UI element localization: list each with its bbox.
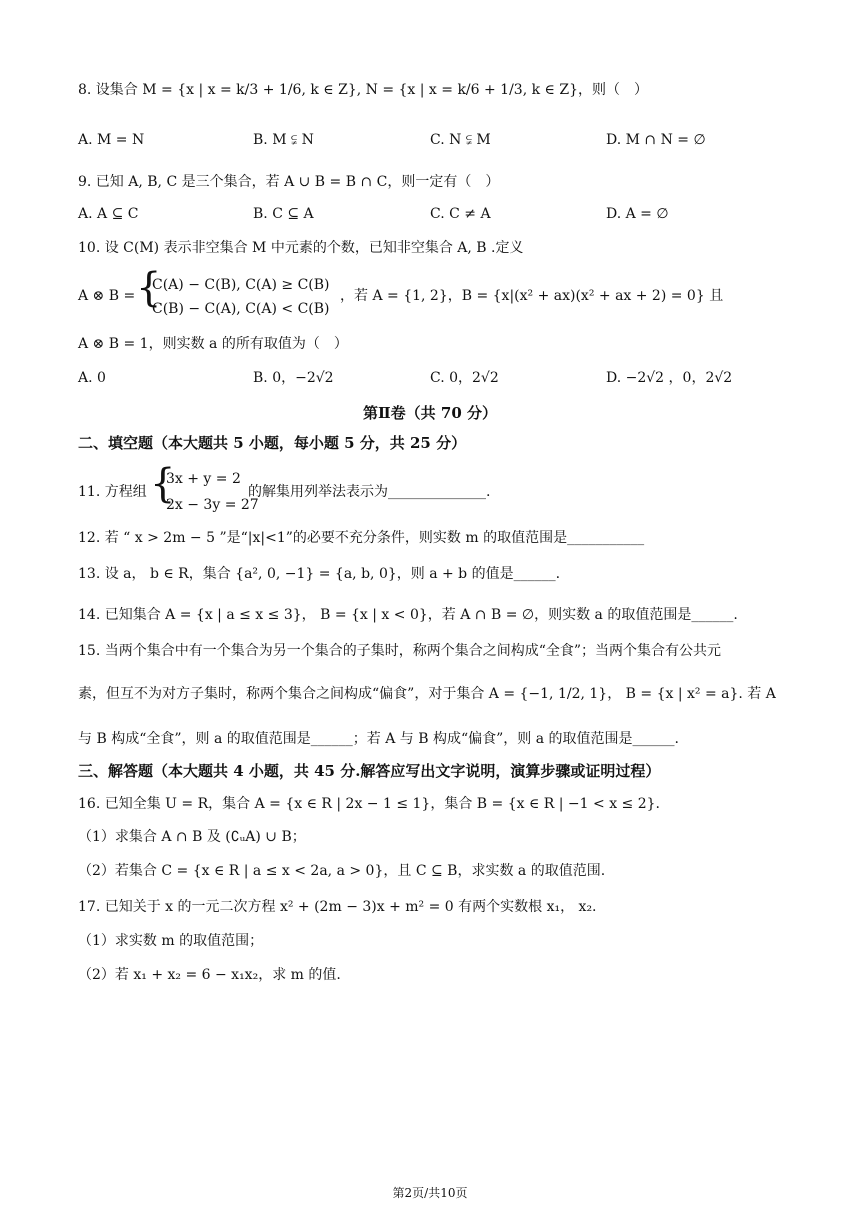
q11-eq1: 3x + y = 2 [166, 471, 241, 487]
q10-line3: A ⊗ B = 1，则实数 a 的所有取值为（ ） [78, 336, 348, 352]
q10-case-1: C(A) − C(B), C(A) ≥ C(B) [152, 277, 330, 293]
q9-stem: 9. 已知 A, B, C 是三个集合，若 A ∪ B = B ∩ C，则一定有（ ） [78, 174, 500, 190]
q11-suffix: 的解集用列举法表示为______________. [248, 484, 491, 500]
q15-line3: 与 B 构成“全食”，则 a 的取值范围是______；若 A 与 B 构成“偏食”，则 a 的取值范围是______. [78, 731, 679, 747]
q17-part2: （2）若 x₁ + x₂ = 6 − x₁x₂，求 m 的值. [78, 967, 341, 983]
q10-option-b: B. 0，−2√2 [253, 370, 334, 386]
section2-title: 二、填空题（本大题共 5 小题，每小题 5 分，共 25 分） [78, 434, 467, 452]
part2-title: 第Ⅱ卷（共 70 分） [363, 404, 497, 422]
section3-title: 三、解答题（本大题共 4 小题，共 45 分.解答应写出文字说明，演算步骤或证明过程） [78, 762, 661, 780]
q15-line1: 15. 当两个集合中有一个集合为另一个集合的子集时，称两个集合之间构成“全食”；当两个集合有公共元 [78, 643, 722, 659]
q16-part1: （1）求集合 A ∩ B 及 (∁ᵤA) ∪ B； [78, 829, 306, 845]
q8-option-b: B. M ⫋ N [253, 132, 314, 148]
q13: 13. 设 a， b ∈ R，集合 {a², 0, −1} = {a, b, 0}，则 a + b 的值是______. [78, 566, 561, 582]
q10-option-d: D. −2√2 ，0，2√2 [606, 370, 733, 386]
q9-option-d: D. A = ∅ [606, 206, 669, 222]
q10-def-lhs: A ⊗ B = [78, 288, 136, 304]
q8-option-a: A. M = N [78, 132, 145, 148]
q17-stem: 17. 已知关于 x 的一元二次方程 x² + (2m − 3)x + m² = 0 有两个实数根 x₁， x₂. [78, 899, 597, 915]
q12: 12. 若 “ x > 2m − 5 ”是“|x|<1”的必要不充分条件，则实数 m 的取值范围是___________ [78, 530, 645, 546]
q10-def-rest: ，若 A = {1, 2}，B = {x|(x² + ax)(x² + ax + 2) = 0} 且 [340, 288, 724, 304]
q10-option-c: C. 0，2√2 [430, 370, 499, 386]
q11-eq2: 2x − 3y = 27 [166, 497, 259, 513]
q8-stem: 8. 设集合 M = {x | x = k/3 + 1/6, k ∈ Z}, N = {x | x = k/6 + 1/3, k ∈ Z}，则（ ） [78, 82, 649, 98]
q16-part2: （2）若集合 C = {x ∈ R | a ≤ x < 2a, a > 0}，且 C ⊆ B，求实数 a 的取值范围. [78, 863, 606, 879]
q9-option-a: A. A ⊆ C [78, 206, 139, 222]
q11-brace: { [150, 461, 176, 507]
q15-line2: 素，但互不为对方子集时，称两个集合之间构成“偏食”，对于集合 A = {−1, 1/2, 1}， B = {x | x² = a}. 若 A [78, 686, 776, 702]
q10-case-2: C(B) − C(A), C(A) < C(B) [152, 301, 330, 317]
q9-option-b: B. C ⊆ A [253, 206, 314, 222]
q10-brace: { [136, 265, 162, 311]
q10-option-a: A. 0 [78, 370, 106, 386]
q9-option-c: C. C ≠ A [430, 206, 491, 222]
q11-prefix: 11. 方程组 [78, 484, 147, 500]
q8-option-d: D. M ∩ N = ∅ [606, 132, 706, 148]
q14: 14. 已知集合 A = {x | a ≤ x ≤ 3}， B = {x | x < 0}，若 A ∩ B = ∅，则实数 a 的取值范围是______. [78, 607, 738, 623]
q8-option-c: C. N ⫋ M [430, 132, 491, 148]
q17-part1: （1）求实数 m 的取值范围； [78, 933, 264, 949]
page-number: 第2页/共10页 [392, 1186, 468, 1200]
q10-stem: 10. 设 C(M) 表示非空集合 M 中元素的个数，已知非空集合 A, B .定义 [78, 240, 524, 256]
q16-stem: 16. 已知全集 U = R，集合 A = {x ∈ R | 2x − 1 ≤ 1}，集合 B = {x ∈ R | −1 < x ≤ 2}. [78, 796, 660, 812]
